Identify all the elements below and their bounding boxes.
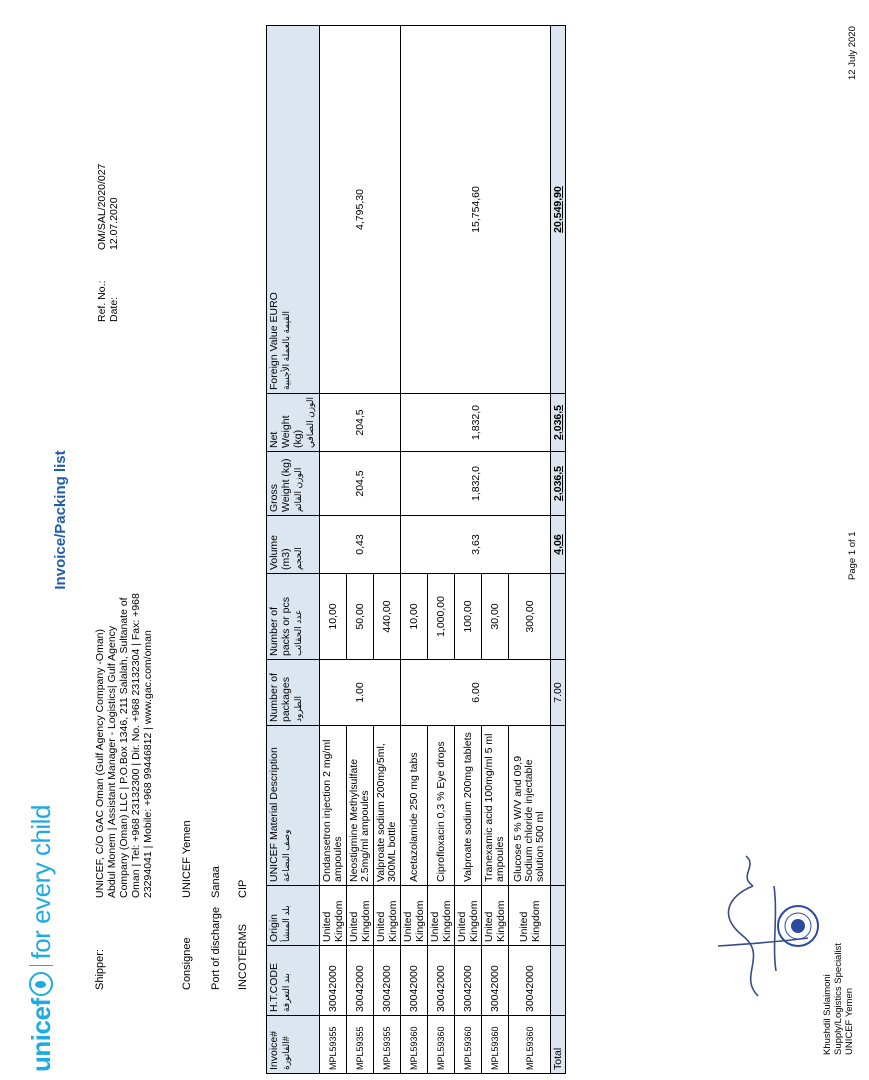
row-origin: United Kingdom (401, 886, 428, 946)
row-description: Acetazolamide 250 mg tabs (401, 726, 428, 886)
table-total-row (551, 26, 566, 1074)
logo-tagline: for every child (26, 805, 56, 960)
shipper-line: Abdul Monem | Assistant Manager - Logistics| Gulf Agency (106, 625, 118, 898)
table-header-row (267, 26, 320, 1074)
row-packs: 1,000,00 (428, 574, 455, 660)
total-gross-weight: 2,036,5 (551, 452, 566, 516)
total-net-weight: 2,036,5 (551, 394, 566, 452)
row-origin: United Kingdom (455, 886, 482, 946)
group-packages: 1.00 (320, 660, 401, 726)
row-hs-code: 30042000 (374, 946, 401, 1016)
row-origin: United Kingdom (320, 886, 347, 946)
row-origin: United Kingdom (374, 886, 401, 946)
group-volume: 0,43 (320, 516, 401, 574)
total-empty (551, 946, 566, 1016)
group-net-weight: 1,832,0 (401, 394, 551, 452)
row-description: Glucose 5 % W/V and 09,9 Sodium chloride injectable solution 500 ml (509, 726, 551, 886)
port-label: Port of discharge (210, 906, 222, 990)
unicef-globe-icon (29, 972, 53, 996)
col-header-gross-weight: Gross Weight (kg) الوزن القائم (267, 452, 320, 516)
row-packs: 100,00 (455, 574, 482, 660)
total-empty (551, 574, 566, 660)
group-volume: 3,63 (401, 516, 551, 574)
signer-org: UNICEF Yemen (844, 987, 855, 1055)
shipper-line: Oman | Tel: +968 23132300 | Dir. No. +968 23132304 | Fax: +968 (130, 593, 142, 898)
total-label: Total (551, 1016, 566, 1074)
table-row (401, 26, 428, 1074)
logo-divider (29, 965, 53, 966)
row-hs-code: 30042000 (482, 946, 509, 1016)
row-hs-code: 30042000 (401, 946, 428, 1016)
page-number: Page 1 of 1 (847, 531, 858, 580)
row-hs-code: 30042000 (320, 946, 347, 1016)
row-hs-code: 30042000 (428, 946, 455, 1016)
row-hs-code: 30042000 (455, 946, 482, 1016)
row-hs-code: 30042000 (509, 946, 551, 1016)
row-description: Neostigmine Methylsulfate 2.5mg/ml ampoules (347, 726, 374, 886)
row-invoice: MPL59360 (509, 1016, 551, 1074)
row-origin: United Kingdom (347, 886, 374, 946)
row-description: Ciprofloxacin 0,3 % Eye drops (428, 726, 455, 886)
col-header-foreign-value: Foreign Value EURO القيمة بالعملة الأجنبية (267, 26, 320, 394)
row-invoice: MPL59360 (455, 1016, 482, 1074)
table-row (320, 26, 347, 1074)
signature-and-stamp (698, 816, 826, 1006)
total-foreign-value: 20,549,90 (551, 26, 566, 394)
col-header-description: UNICEF Material Description وصف البضاعة (267, 726, 320, 886)
document-title: Invoice/Packing list (52, 450, 69, 590)
row-description: Tranexamic acid 100mg/ml 5 ml ampoules (482, 726, 509, 886)
group-foreign-value: 15,754,60 (401, 26, 551, 394)
total-packages: 7.00 (551, 660, 566, 726)
signer-name: Khushdil Sulaimoni (822, 974, 833, 1055)
unicef-logo (26, 805, 57, 1072)
group-packages: 6.00 (401, 660, 551, 726)
group-gross-weight: 1,832,0 (401, 452, 551, 516)
signer-block (822, 943, 855, 1055)
col-header-packs: Number of packs or pcs عدد الحقائب (267, 574, 320, 660)
signer-role: Supply/Logistics Specialist (833, 943, 844, 1055)
row-invoice: MPL59355 (347, 1016, 374, 1074)
row-origin: United Kingdom (509, 886, 551, 946)
total-volume: 4,06 (551, 516, 566, 574)
incoterms-label: INCOTERMS (237, 924, 249, 990)
stamp-globe-icon (791, 919, 805, 933)
row-packs: 10,00 (401, 574, 428, 660)
col-header-volume: Volume (m3) الحجم (267, 516, 320, 574)
row-packs: 440,00 (374, 574, 401, 660)
row-description: Ondansetron injection 2 mg/ml ampoules (320, 726, 347, 886)
row-hs-code: 30042000 (347, 946, 374, 1016)
invoice-table (266, 25, 566, 1074)
ref-no-label: Ref. No.: (96, 280, 108, 322)
row-packs: 30,00 (482, 574, 509, 660)
col-header-invoice: Invoice# الفاتورة# (267, 1016, 320, 1074)
row-invoice: MPL59355 (320, 1016, 347, 1074)
incoterms-value: CIP (237, 879, 249, 898)
group-net-weight: 204,5 (320, 394, 401, 452)
row-origin: United Kingdom (428, 886, 455, 946)
row-description: Valproate sodium 200mg/5ml, 300ML bottle (374, 726, 401, 886)
shipper-line: 23294041 | Mobile: +968 99446812 | www.gac.com/oman (142, 630, 154, 898)
row-packs: 300,00 (509, 574, 551, 660)
date-label: Date: (108, 296, 120, 322)
row-invoice: MPL59360 (482, 1016, 509, 1074)
shipper-address (94, 478, 154, 898)
total-empty (551, 726, 566, 886)
consignee-label: Consignee (181, 937, 193, 990)
col-header-net-weight: Net Weight (kg) الوزن الصافي (267, 394, 320, 452)
row-description: Valproate sodium 200mg tablets (455, 726, 482, 886)
row-invoice: MPL59360 (428, 1016, 455, 1074)
row-packs: 10,00 (320, 574, 347, 660)
row-origin: United Kingdom (482, 886, 509, 946)
ref-no-value: OM/SAL/2020/027 (96, 163, 108, 250)
consignee-value: UNICEF Yemen (181, 820, 193, 898)
logo-brand: unicef (26, 998, 56, 1072)
group-foreign-value: 4,795,30 (320, 26, 401, 394)
shipper-line: UNICEF, C/O GAC Oman (Gulf Agency Company -Oman) (94, 629, 106, 898)
group-gross-weight: 204,5 (320, 452, 401, 516)
col-header-hs-code: H.T.CODE بند التعرفة (267, 946, 320, 1016)
footer-date: 12 July 2020 (847, 26, 858, 80)
total-empty (551, 886, 566, 946)
shipper-line: Company (Oman) LLC | P.O.Box 1346, 211 Salalah, Sultanate of (118, 597, 130, 898)
col-header-packages: Number of packages الطرود (267, 660, 320, 726)
row-invoice: MPL59355 (374, 1016, 401, 1074)
shipper-label: Shipper: (94, 949, 106, 990)
col-header-origin: Origin بلد المنشأ (267, 886, 320, 946)
port-value: Sanaa (210, 866, 222, 898)
row-packs: 50,00 (347, 574, 374, 660)
row-invoice: MPL59360 (401, 1016, 428, 1074)
date-value: 12.07.2020 (108, 197, 120, 250)
